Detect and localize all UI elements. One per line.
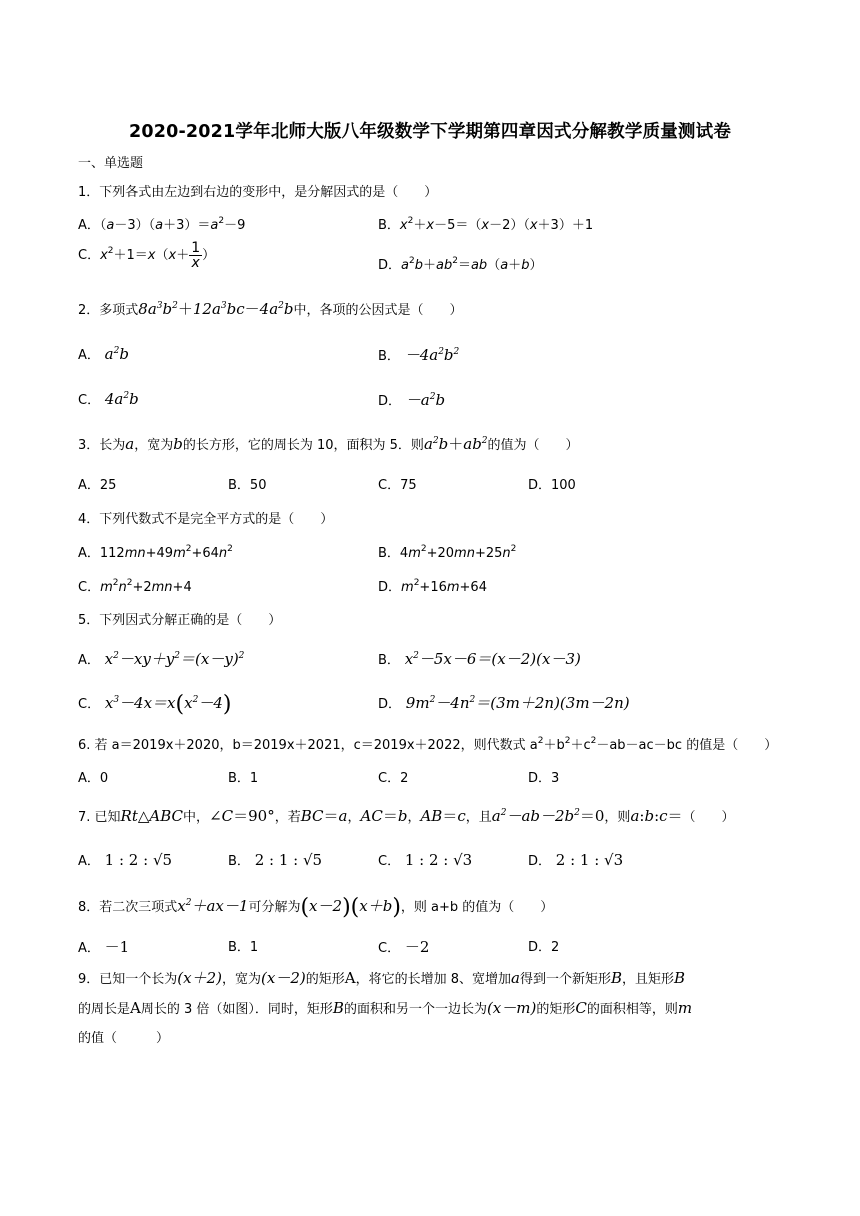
question-7-stem: 7. 已知Rt△ABC中，∠C＝90°，若BC＝a，AC＝b，AB＝c，且$a^2-ab-2b^2=0$，则a:b:c＝（ ） <box>78 807 735 825</box>
question-8-stem: 8．若二次三项式$x^2+ax-1$可分解为(x－2)(x＋b)，则 a+b 的值为（ ） <box>78 895 554 920</box>
q4-option-c: C．$m^2n^2+2mn+4$ <box>78 578 192 595</box>
q7-option-a: A． 1 : 2 : √5 <box>78 851 173 869</box>
q3-option-c: C．75 <box>378 478 417 493</box>
q3-option-d: D．100 <box>528 478 576 493</box>
q1-option-d: D．$a^2b+ab^2=ab(a+b)$ <box>378 256 543 273</box>
q1-option-b: B．$x^2+x-5=(x-2)(x+3)+1$ <box>378 216 594 233</box>
q3-option-b: B．50 <box>228 478 267 493</box>
q6-option-b: B．1 <box>228 771 259 786</box>
q8-option-b: B．1 <box>228 940 259 955</box>
q5-option-b: B． $x^2-5x-6=(x-2)(x-3)$ <box>378 650 581 668</box>
q7-option-c: C． 1 : 2 : √3 <box>378 851 473 869</box>
q2-option-d: D． $-a^2b$ <box>378 391 446 409</box>
q6-option-c: C．2 <box>378 771 409 786</box>
q8-option-c: C． －2 <box>378 938 430 956</box>
q6-option-a: A．0 <box>78 771 109 786</box>
q7-option-d: D． 2 : 1 : √3 <box>528 851 624 869</box>
q7-option-b: B． 2 : 1 : √5 <box>228 851 323 869</box>
q1-option-c: C．$x^2+1=x(x+$ $\frac{1}{x}$ ） <box>78 240 216 271</box>
question-1-stem: 1．下列各式由左边到右边的变形中，是分解因式的是（ ） <box>78 185 438 200</box>
q4-option-d: D．$m^2+16m+64$ <box>378 578 487 595</box>
question-6-stem: 6. 若 a＝2019x＋2020，b＝2019x＋2021，c＝2019x＋2022，则代数式 $a^2+b^2+c^2-ab-ac-bc$ 的值是（ ） <box>78 736 778 753</box>
question-2-stem: 2．多项式$8a^3b^2+12a^3bc-4a^2b$中，各项的公因式是（ ） <box>78 300 463 318</box>
q3-option-a: A．25 <box>78 478 117 493</box>
q4-option-a: A．$112mn+49m^2+64n^2$ <box>78 544 233 561</box>
q5-option-c: C． $x^3-4x=x(x^2-4)$ <box>78 692 232 717</box>
q2-option-a: A． $a^2b$ <box>78 345 129 363</box>
question-4-stem: 4．下列代数式不是完全平方式的是（ ） <box>78 512 334 527</box>
question-9-stem: 9．已知一个长为(x＋2)，宽为(x－2)的矩形A，将它的长增加 8、宽增加a得到一个新矩形B，且矩形B 的周长是A周长的 3 倍（如图）．同时，矩形B的面积和另一个一边长为(x－m)的矩形C的面积相等，则m 的值（ ） <box>78 969 693 1046</box>
question-5-stem: 5．下列因式分解正确的是（ ） <box>78 613 282 628</box>
q6-option-d: D．3 <box>528 771 560 786</box>
q8-option-a: A． －1 <box>78 938 130 956</box>
exam-title: 2020-2021学年北师大版八年级数学下学期第四章因式分解教学质量测试卷 <box>128 122 732 142</box>
question-3-stem: 3．长为a，宽为b的长方形，它的周长为 10，面积为 5．则$a^2b+ab^2$的值为（ ） <box>78 435 579 453</box>
q4-option-b: B．$4m^2+20mn+25n^2$ <box>378 544 517 561</box>
q5-option-a: A． $x^2-xy+y^2=(x-y)^2$ <box>78 650 245 668</box>
q8-option-d: D．2 <box>528 940 560 955</box>
section-heading: 一、单选题 <box>78 156 144 171</box>
q5-option-d: D． $9m^2-4n^2=(3m+2n)(3m-2n)$ <box>378 694 630 712</box>
q2-option-c: C． $4a^2b$ <box>78 390 139 408</box>
q2-option-b: B． $-4a^2b^2$ <box>378 346 460 364</box>
q1-option-a: A．$(a-3)(a+3)=a^2-9$ <box>78 216 246 233</box>
